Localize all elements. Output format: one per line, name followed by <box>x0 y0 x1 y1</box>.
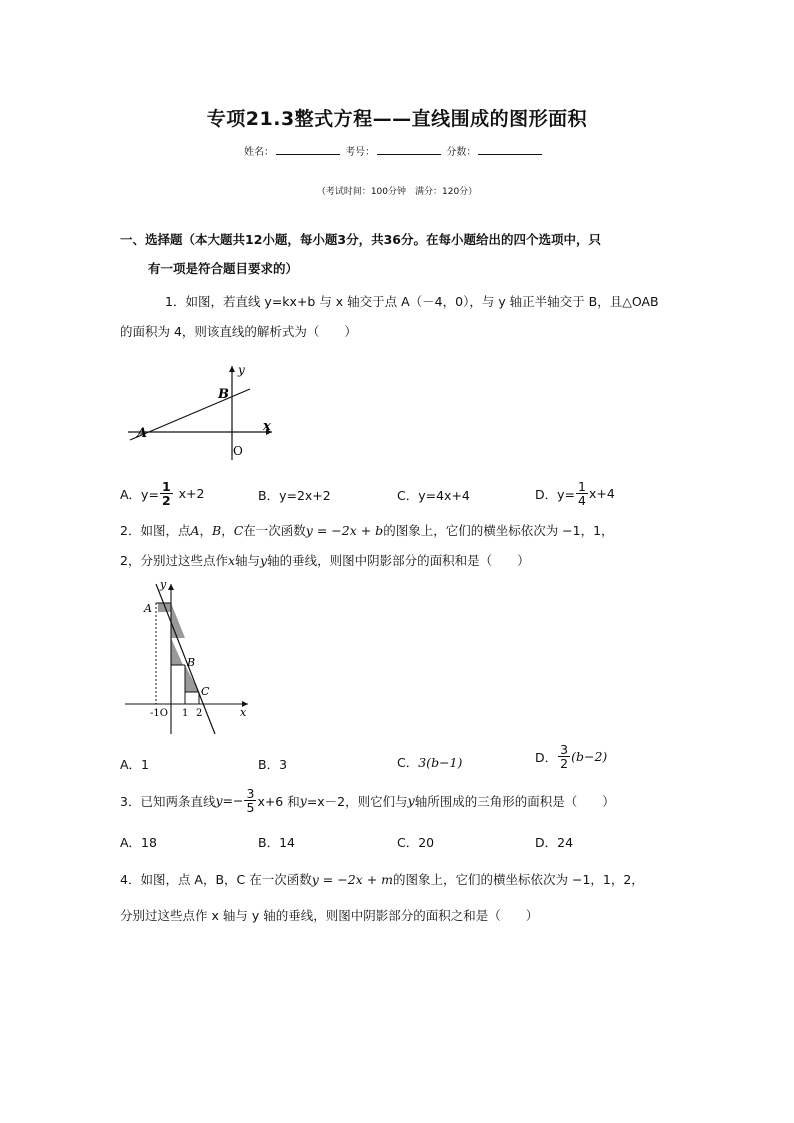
q3-option-d[interactable]: D．24 <box>535 835 574 850</box>
q1-option-b[interactable]: B．y=2x+2 <box>258 488 331 503</box>
q1-text-line2: 的面积为 4，则该直线的解析式为（ ） <box>120 324 357 339</box>
info-fields <box>244 143 544 158</box>
score-blank[interactable] <box>478 144 542 155</box>
name-blank[interactable] <box>276 144 340 155</box>
q1-label-x: x <box>263 419 271 434</box>
q2-shade-mid <box>171 638 183 665</box>
q2-label-B: B <box>187 656 196 669</box>
section-heading-line1: 一、选择题（本大题共12小题，每小题3分，共36分。在每小题给出的四个选项中，只 <box>120 232 601 247</box>
q3-option-c[interactable]: C．20 <box>397 835 435 850</box>
page-title: 专项21.3整式方程——直线围成的图形面积 <box>206 108 588 130</box>
q2-label-A: A <box>144 602 152 615</box>
score-label: 分数： <box>446 147 477 158</box>
q2-option-d[interactable]: D． $\frac{3}{2}$ (b−2) <box>535 742 608 772</box>
q1-option-a[interactable] <box>120 480 204 507</box>
q2-tick-1: 1 <box>182 708 189 719</box>
q1-label-O: O <box>233 444 243 458</box>
q1-option-a-fraction: $\frac{1}{2}$ <box>161 479 171 509</box>
q4-text-line2: 分别过这些点作 x 轴与 y 轴的垂线，则图中阴影部分的面积之和是（ ） <box>120 908 539 923</box>
q1-option-c[interactable]: C．y=4x+4 <box>397 488 470 503</box>
q1-option-d[interactable] <box>535 480 615 507</box>
q3-text: 3．已知两条直线 y =− $\frac{3}{5}$ x+6 和 y =x－2，则它们与 y 轴所围成的三角形的面积是（ ） <box>120 786 615 816</box>
q2-label-y: y <box>160 578 167 591</box>
section-heading-line2: 有一项是符合题目要求的） <box>148 261 299 276</box>
q1-label-B: B <box>218 387 229 402</box>
q2-label-x: x <box>240 706 247 719</box>
q1-option-d-fraction: $\frac{1}{4}$ <box>578 479 586 509</box>
q1-option-a-prefix: A．y= <box>120 486 159 502</box>
q1-text-line1: 1．如图，若直线 y=kx+b 与 x 轴交于点 A（－4，0），与 y 轴正半轴交于 B，且△OAB <box>165 294 659 309</box>
q1-option-d-prefix: D．y= <box>535 486 575 502</box>
q4-text-line1: 4．如图，点 A，B，C 在一次函数y = −2x + m的图象上，它们的横坐标依次为 −1，1，2， <box>120 872 644 887</box>
q1-label-y: y <box>238 363 245 377</box>
q2-tick-minus1-O: -1O <box>150 708 168 719</box>
q1-label-A: A <box>137 426 148 441</box>
q2-shade-left-top <box>171 603 185 638</box>
id-label: 考号： <box>345 147 376 158</box>
q3-option-a[interactable]: A．18 <box>120 835 157 850</box>
q2-text-line1: 2．如图，点A，B，C在一次函数y = −2x + b的图象上，它们的横坐标依次为 −1，1， <box>120 523 614 538</box>
q3-option-b[interactable]: B．14 <box>258 835 295 850</box>
q2-option-c[interactable]: C．3(b−1) <box>397 755 463 770</box>
q3-fraction: $\frac{3}{5}$ <box>246 786 255 816</box>
q2-label-C: C <box>201 685 210 698</box>
q1-option-d-suffix: x+4 <box>588 486 615 502</box>
q1-figure <box>120 360 290 465</box>
q1-y-axis-arrow <box>229 366 235 372</box>
q2-y-axis-arrow <box>168 584 174 590</box>
q2-text-line2: 2，分别过这些点作x轴与y轴的垂线，则图中阴影部分的面积和是（ ） <box>120 553 530 568</box>
q2-option-d-fraction: $\frac{3}{2}$ <box>560 742 569 772</box>
q2-tick-2: 2 <box>196 708 203 719</box>
id-blank[interactable] <box>377 144 441 155</box>
q2-figure <box>120 574 260 739</box>
name-label: 姓名： <box>244 147 274 158</box>
q1-option-a-suffix: x+2 <box>178 486 205 502</box>
q2-option-b[interactable]: B．3 <box>258 757 288 772</box>
q2-option-a[interactable]: A．1 <box>120 757 150 772</box>
exam-info: （考试时间：100分钟 满分：120分） <box>316 187 478 197</box>
